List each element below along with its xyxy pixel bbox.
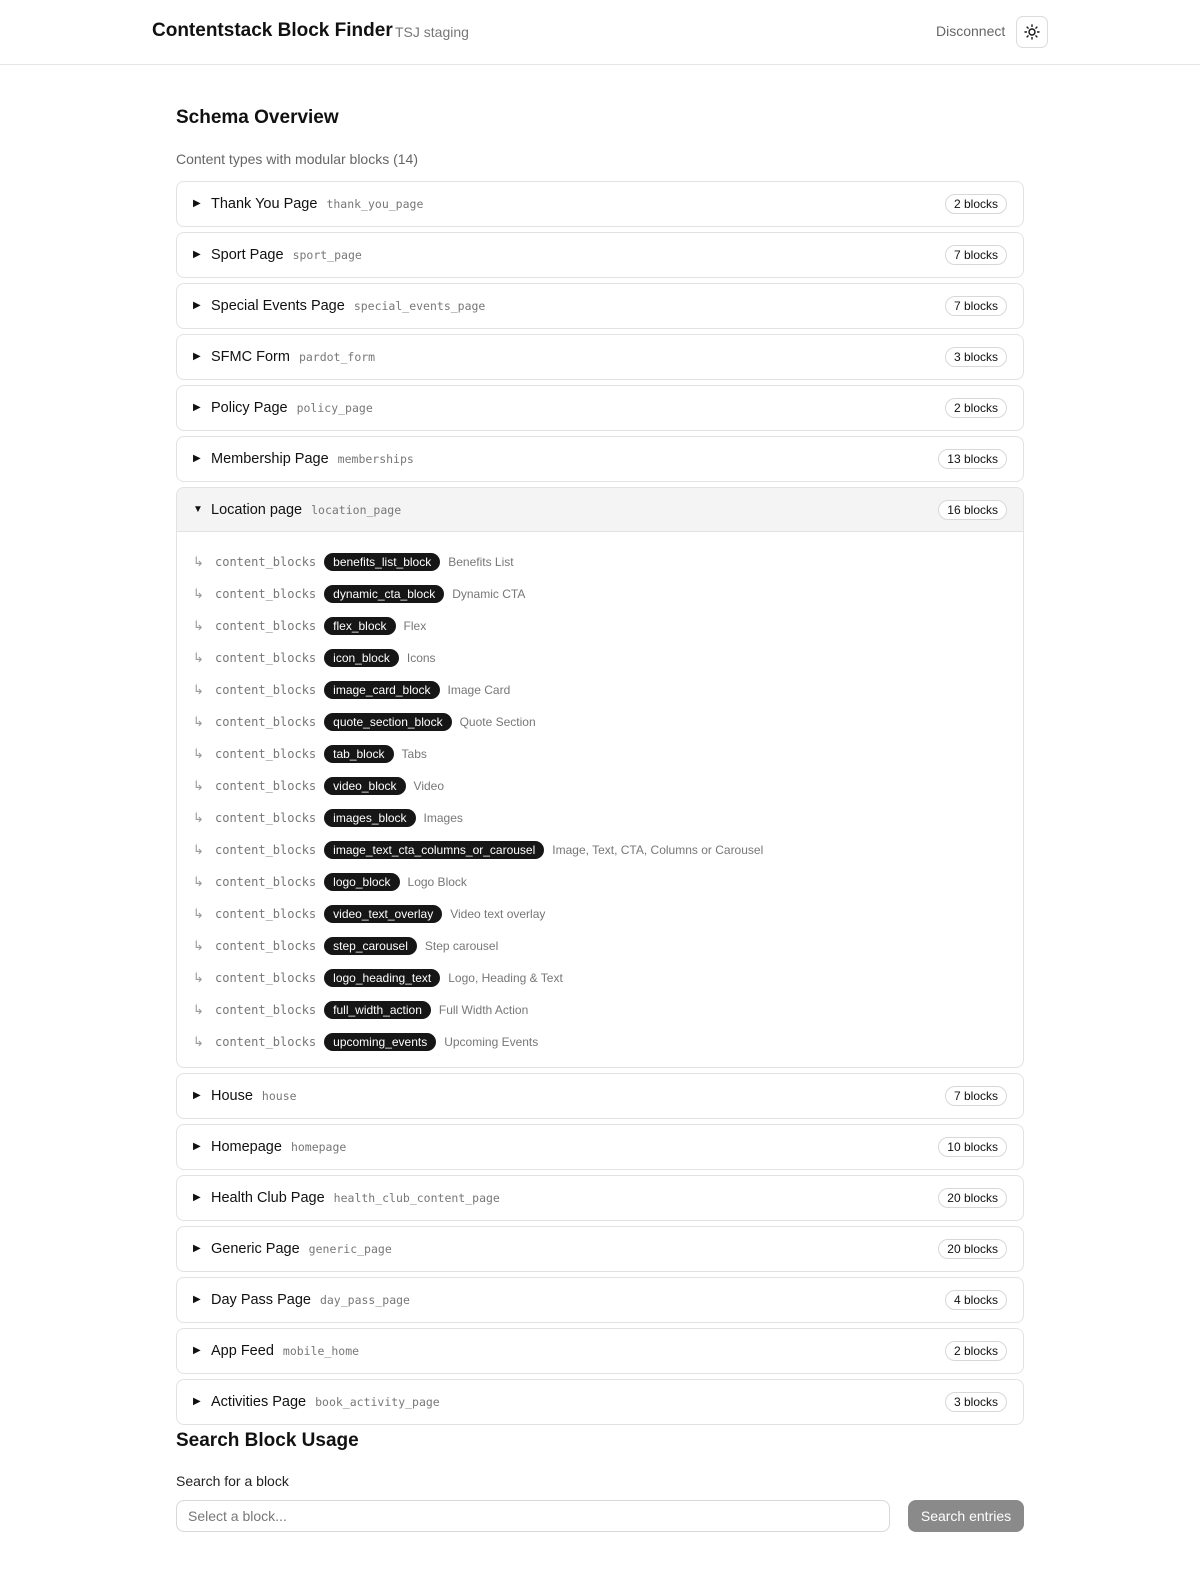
content-type-header[interactable]	[177, 335, 1023, 379]
block-count-badge: 10 blocks	[938, 1137, 1007, 1157]
content-type-header[interactable]	[177, 1074, 1023, 1118]
caret-right-icon: ▶	[193, 300, 201, 311]
content-type-header[interactable]	[177, 1125, 1023, 1169]
block-row	[193, 674, 1007, 706]
block-label: Icons	[406, 651, 436, 665]
search-entries-button[interactable]: Search entries	[908, 1500, 1024, 1532]
block-field-name: content_blocks	[215, 555, 317, 569]
block-row	[193, 930, 1007, 962]
content-type-uid: thank_you_page	[326, 197, 424, 211]
block-search-input[interactable]	[176, 1500, 890, 1532]
block-uid-pill[interactable]: step_carousel	[324, 937, 417, 955]
caret-right-icon: ▶	[193, 1345, 201, 1356]
block-field-name: content_blocks	[215, 779, 317, 793]
block-field-name: content_blocks	[215, 747, 317, 761]
block-label: Flex	[403, 619, 427, 633]
block-row	[193, 962, 1007, 994]
block-row	[193, 578, 1007, 610]
caret-right-icon: ▶	[193, 1192, 201, 1203]
content-type-item	[176, 232, 1024, 278]
content-type-name: Policy Page	[211, 400, 288, 416]
content-type-header[interactable]	[177, 233, 1023, 277]
block-field-name: content_blocks	[215, 843, 317, 857]
block-label: Images	[423, 811, 463, 825]
block-label: Upcoming Events	[444, 1035, 539, 1049]
block-uid-pill[interactable]: quote_section_block	[324, 713, 451, 731]
block-label: Full Width Action	[438, 1003, 529, 1017]
caret-right-icon: ▶	[193, 1090, 201, 1101]
content-type-name: Location page	[211, 501, 303, 518]
content-type-item	[176, 181, 1024, 227]
content-type-name: Thank You Page	[211, 196, 318, 212]
block-row	[193, 834, 1007, 866]
block-row	[193, 1026, 1007, 1058]
search-label: Search for a block	[176, 1473, 289, 1489]
top-bar	[0, 0, 1200, 65]
block-count-badge: 13 blocks	[938, 449, 1007, 469]
search-section-title: Search Block Usage	[176, 1430, 359, 1451]
disconnect-button[interactable]: Disconnect	[936, 23, 1006, 39]
content-type-uid: day_pass_page	[319, 1293, 410, 1307]
content-type-uid: policy_page	[296, 401, 373, 415]
block-uid-pill[interactable]: video_block	[324, 777, 405, 795]
content-type-item	[176, 436, 1024, 482]
block-uid-pill[interactable]: full_width_action	[324, 1001, 431, 1019]
content-type-uid: homepage	[290, 1140, 347, 1154]
block-row	[193, 866, 1007, 898]
block-row	[193, 802, 1007, 834]
content-type-item	[176, 487, 1024, 1068]
child-arrow-icon: ↳	[193, 714, 204, 729]
block-row	[193, 610, 1007, 642]
block-count-badge: 16 blocks	[938, 500, 1007, 520]
block-field-name: content_blocks	[215, 907, 317, 921]
child-arrow-icon: ↳	[193, 1034, 204, 1049]
block-label: Image Card	[447, 683, 511, 697]
caret-right-icon: ▶	[193, 249, 201, 260]
content-type-name: Day Pass Page	[211, 1292, 311, 1308]
child-arrow-icon: ↳	[193, 746, 204, 761]
caret-right-icon: ▶	[193, 402, 201, 413]
block-count-badge: 2 blocks	[945, 398, 1007, 418]
content-type-item	[176, 283, 1024, 329]
block-label: Logo, Heading & Text	[448, 971, 563, 985]
content-type-item	[176, 1379, 1024, 1425]
content-type-name: Membership Page	[211, 451, 329, 467]
block-uid-pill[interactable]: icon_block	[324, 649, 399, 667]
block-field-name: content_blocks	[215, 811, 317, 825]
block-uid-pill[interactable]: dynamic_cta_block	[324, 585, 444, 603]
content-type-name: Sport Page	[211, 247, 284, 263]
block-uid-pill[interactable]: image_card_block	[324, 681, 439, 699]
content-type-item	[176, 1328, 1024, 1374]
block-label: Dynamic CTA	[452, 587, 526, 601]
child-arrow-icon: ↳	[193, 554, 204, 569]
content-type-item	[176, 385, 1024, 431]
child-arrow-icon: ↳	[193, 1002, 204, 1017]
caret-right-icon: ▶	[193, 1396, 201, 1407]
caret-down-icon: ▼	[193, 503, 203, 515]
content-type-header[interactable]	[177, 1329, 1023, 1373]
content-type-header[interactable]	[177, 488, 1023, 532]
content-type-uid: book_activity_page	[315, 1395, 440, 1409]
block-field-name: content_blocks	[215, 971, 317, 985]
block-label: Video	[413, 779, 445, 793]
child-arrow-icon: ↳	[193, 650, 204, 665]
block-uid-pill[interactable]: tab_block	[324, 745, 393, 763]
block-uid-pill[interactable]: logo_heading_text	[324, 969, 440, 987]
child-arrow-icon: ↳	[193, 842, 204, 857]
content-type-uid: pardot_form	[298, 350, 376, 364]
block-field-name: content_blocks	[215, 875, 317, 889]
caret-right-icon: ▶	[193, 351, 201, 362]
block-row	[193, 898, 1007, 930]
content-type-item	[176, 1175, 1024, 1221]
content-type-uid: location_page	[311, 502, 402, 517]
sun-icon	[1024, 24, 1040, 40]
block-row	[193, 770, 1007, 802]
content-type-item	[176, 1277, 1024, 1323]
block-count-badge: 7 blocks	[945, 1086, 1007, 1106]
content-type-item	[176, 1226, 1024, 1272]
schema-subtitle: Content types with modular blocks (14)	[176, 151, 418, 167]
content-type-uid: special_events_page	[353, 299, 486, 313]
block-uid-pill[interactable]: upcoming_events	[324, 1033, 436, 1051]
child-arrow-icon: ↳	[193, 778, 204, 793]
block-row	[193, 642, 1007, 674]
child-arrow-icon: ↳	[193, 682, 204, 697]
child-arrow-icon: ↳	[193, 906, 204, 921]
content-type-header[interactable]	[177, 386, 1023, 430]
block-label: Tabs	[401, 747, 427, 761]
block-uid-pill[interactable]: image_text_cta_columns_or_carousel	[324, 841, 544, 859]
block-row	[193, 994, 1007, 1026]
block-uid-pill[interactable]: video_text_overlay	[324, 905, 442, 923]
app-title: Contentstack Block Finder	[152, 20, 393, 41]
content-type-list	[176, 181, 1024, 1430]
content-type-name: House	[211, 1088, 253, 1104]
content-type-item	[176, 1124, 1024, 1170]
caret-right-icon: ▶	[193, 1141, 201, 1152]
block-count-badge: 3 blocks	[945, 347, 1007, 367]
block-count-badge: 4 blocks	[945, 1290, 1007, 1310]
child-arrow-icon: ↳	[193, 810, 204, 825]
content-type-name: Homepage	[211, 1139, 282, 1155]
caret-right-icon: ▶	[193, 453, 201, 464]
block-label: Image, Text, CTA, Columns or Carousel	[552, 843, 764, 857]
block-field-name: content_blocks	[215, 651, 317, 665]
theme-toggle-button[interactable]	[1016, 16, 1048, 48]
child-arrow-icon: ↳	[193, 970, 204, 985]
block-field-name: content_blocks	[215, 619, 317, 633]
block-uid-pill[interactable]: flex_block	[324, 617, 395, 635]
content-type-uid: house	[261, 1089, 297, 1103]
content-type-header[interactable]	[177, 284, 1023, 328]
block-label: Step carousel	[424, 939, 499, 953]
content-type-uid: generic_page	[308, 1242, 392, 1256]
child-arrow-icon: ↳	[193, 618, 204, 633]
content-type-name: App Feed	[211, 1343, 274, 1359]
block-label: Quote Section	[459, 715, 536, 729]
schema-overview-title: Schema Overview	[176, 107, 339, 128]
block-uid-pill[interactable]: logo_block	[324, 873, 399, 891]
block-label: Benefits List	[448, 555, 514, 569]
block-count-badge: 7 blocks	[945, 296, 1007, 316]
content-type-header[interactable]	[177, 1227, 1023, 1271]
block-count-badge: 3 blocks	[945, 1392, 1007, 1412]
caret-right-icon: ▶	[193, 1243, 201, 1254]
child-arrow-icon: ↳	[193, 938, 204, 953]
block-uid-pill[interactable]: benefits_list_block	[324, 553, 440, 571]
content-type-uid: mobile_home	[282, 1344, 360, 1358]
block-label: Video text overlay	[450, 907, 546, 921]
content-type-uid: health_club_content_page	[333, 1191, 500, 1205]
child-arrow-icon: ↳	[193, 586, 204, 601]
content-type-name: Health Club Page	[211, 1190, 325, 1206]
content-type-header[interactable]	[177, 1278, 1023, 1322]
content-type-name: Special Events Page	[211, 298, 345, 314]
content-type-header[interactable]	[177, 1176, 1023, 1220]
content-type-name: SFMC Form	[211, 349, 290, 365]
block-label: Logo Block	[407, 875, 467, 889]
block-row	[193, 738, 1007, 770]
block-field-name: content_blocks	[215, 587, 317, 601]
block-field-name: content_blocks	[215, 1035, 317, 1049]
block-uid-pill[interactable]: images_block	[324, 809, 415, 827]
block-field-name: content_blocks	[215, 683, 317, 697]
content-type-header[interactable]	[177, 437, 1023, 481]
content-type-item	[176, 334, 1024, 380]
caret-right-icon: ▶	[193, 1294, 201, 1305]
caret-right-icon: ▶	[193, 198, 201, 209]
environment-label: TSJ staging	[395, 24, 469, 40]
block-list	[177, 532, 1023, 1067]
content-type-header[interactable]	[177, 1380, 1023, 1424]
content-type-item	[176, 1073, 1024, 1119]
block-field-name: content_blocks	[215, 1003, 317, 1017]
block-count-badge: 7 blocks	[945, 245, 1007, 265]
content-type-name: Generic Page	[211, 1241, 300, 1257]
child-arrow-icon: ↳	[193, 874, 204, 889]
block-field-name: content_blocks	[215, 939, 317, 953]
content-type-header[interactable]	[177, 182, 1023, 226]
content-type-uid: memberships	[337, 452, 414, 466]
block-count-badge: 20 blocks	[938, 1188, 1007, 1208]
content-type-uid: sport_page	[292, 248, 362, 262]
block-row	[193, 546, 1007, 578]
content-type-name: Activities Page	[211, 1394, 307, 1410]
block-count-badge: 2 blocks	[945, 194, 1007, 214]
block-row	[193, 706, 1007, 738]
block-field-name: content_blocks	[215, 715, 317, 729]
block-count-badge: 20 blocks	[938, 1239, 1007, 1259]
block-count-badge: 2 blocks	[945, 1341, 1007, 1361]
